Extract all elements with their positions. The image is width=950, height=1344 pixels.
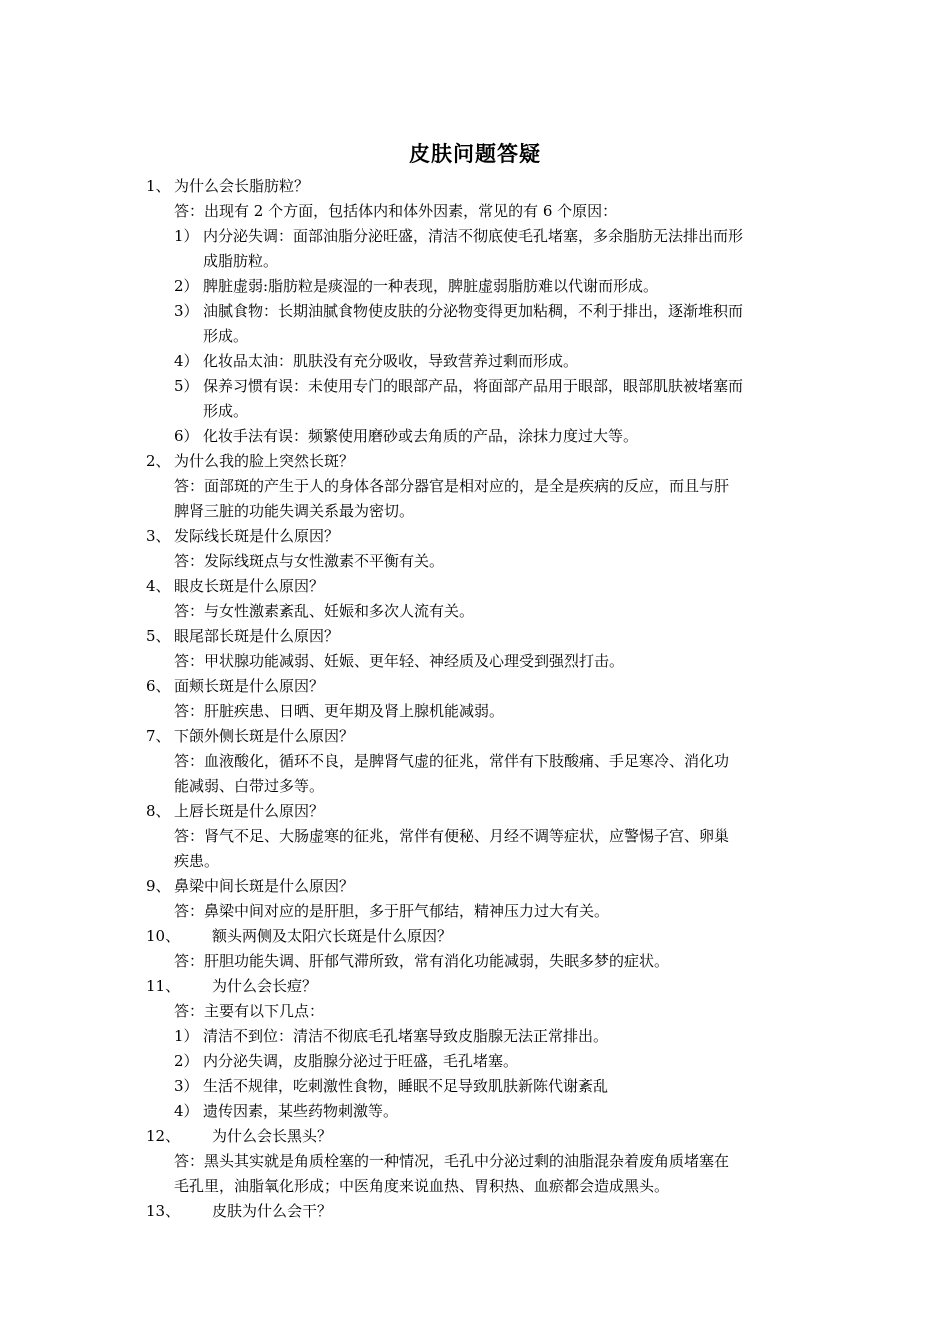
question-10 xyxy=(146,924,452,949)
item-number: 3） xyxy=(174,1077,199,1095)
answer-11-item-4 xyxy=(174,1099,398,1124)
question-3 xyxy=(146,524,339,549)
question-number: 10、 xyxy=(146,927,181,945)
question-number: 8、 xyxy=(146,802,171,820)
question-text: 鼻梁中间长斑是什么原因？ xyxy=(174,877,355,895)
answer-5: 答：甲状腺功能减弱、妊娠、更年轻、神经质及心理受到强烈打击。 xyxy=(174,652,625,670)
question-11 xyxy=(146,974,317,999)
question-text: 面颊长斑是什么原因？ xyxy=(174,677,325,695)
answer-11-item-1 xyxy=(174,1024,608,1049)
question-text: 为什么会长痘？ xyxy=(212,977,318,995)
question-text: 发际线长斑是什么原因？ xyxy=(174,527,340,545)
question-number: 6、 xyxy=(146,677,171,695)
answer-3: 答：发际线斑点与女性激素不平衡有关。 xyxy=(174,552,445,570)
answer-11: 答：主要有以下几点： xyxy=(174,1002,325,1020)
question-9 xyxy=(146,874,354,899)
question-text: 为什么我的脸上突然长斑？ xyxy=(174,452,355,470)
item-number: 4） xyxy=(174,1102,199,1120)
item-text: 生活不规律，吃刺激性食物，睡眠不足导致肌肤新陈代谢紊乱 xyxy=(203,1077,609,1095)
question-2 xyxy=(146,449,354,474)
answer-1-item-3-continued: 形成。 xyxy=(203,327,249,345)
answer-1-item-4 xyxy=(174,349,578,374)
item-number: 2） xyxy=(174,277,199,295)
question-number: 3、 xyxy=(146,527,171,545)
answer-1-item-1-continued: 成脂肪粒。 xyxy=(203,252,279,270)
question-number: 1、 xyxy=(146,177,171,195)
page-title: 皮肤问题答疑 xyxy=(409,142,541,166)
question-7 xyxy=(146,724,354,749)
answer-1: 答：出现有 2 个方面，包括体内和体外因素，常见的有 6 个原因： xyxy=(174,202,618,220)
question-13 xyxy=(146,1199,332,1224)
question-number: 2、 xyxy=(146,452,171,470)
question-number: 7、 xyxy=(146,727,171,745)
item-number: 2） xyxy=(174,1052,199,1070)
answer-12-continued: 毛孔里，油脂氧化形成；中医角度来说血热、胃积热、血瘀都会造成黑头。 xyxy=(174,1177,670,1195)
question-text: 为什么会长黑头？ xyxy=(212,1127,333,1145)
answer-1-item-1 xyxy=(174,224,743,249)
question-8 xyxy=(146,799,324,824)
item-number: 4） xyxy=(174,352,199,370)
answer-1-item-5-continued: 形成。 xyxy=(203,402,249,420)
question-number: 9、 xyxy=(146,877,171,895)
item-text: 清洁不到位：清洁不彻底毛孔堵塞导致皮脂腺无法正常排出。 xyxy=(203,1027,609,1045)
question-number: 13、 xyxy=(146,1202,181,1220)
item-text: 脾脏虚弱:脂肪粒是痰湿的一种表现，脾脏虚弱脂肪难以代谢而形成。 xyxy=(203,277,659,295)
answer-4: 答：与女性激素紊乱、妊娠和多次人流有关。 xyxy=(174,602,475,620)
answer-1-item-2 xyxy=(174,274,658,299)
item-number: 6） xyxy=(174,427,199,445)
answer-2: 答：面部斑的产生于人的身体各部分器官是相对应的，是全是疾病的反应，而且与肝 xyxy=(174,477,730,495)
answer-9: 答：鼻梁中间对应的是肝胆，多于肝气郁结，精神压力过大有关。 xyxy=(174,902,610,920)
answer-11-item-3 xyxy=(174,1074,608,1099)
answer-8-continued: 疾患。 xyxy=(174,852,220,870)
item-text: 化妆品太油：肌肤没有充分吸收，导致营养过剩而形成。 xyxy=(203,352,579,370)
question-text: 上唇长斑是什么原因？ xyxy=(174,802,325,820)
answer-2-continued: 脾肾三脏的功能失调关系最为密切。 xyxy=(174,502,415,520)
answer-11-item-2 xyxy=(174,1049,518,1074)
item-number: 1） xyxy=(174,227,199,245)
question-number: 4、 xyxy=(146,577,171,595)
question-text: 下颌外侧长斑是什么原因？ xyxy=(174,727,355,745)
question-text: 为什么会长脂肪粒？ xyxy=(174,177,310,195)
item-text: 保养习惯有误：未使用专门的眼部产品，将面部产品用于眼部，眼部肌肤被堵塞而 xyxy=(203,377,744,395)
question-number: 11、 xyxy=(146,977,181,995)
question-text: 眼尾部长斑是什么原因？ xyxy=(174,627,340,645)
question-12 xyxy=(146,1124,332,1149)
answer-8: 答：肾气不足、大肠虚寒的征兆，常伴有便秘、月经不调等症状，应警惕子宫、卵巢 xyxy=(174,827,730,845)
answer-1-item-5 xyxy=(174,374,743,399)
answer-7: 答：血液酸化，循环不良，是脾肾气虚的征兆，常伴有下肢酸痛、手足寒冷、消化功 xyxy=(174,752,730,770)
answer-7-continued: 能减弱、白带过多等。 xyxy=(174,777,325,795)
question-text: 皮肤为什么会干？ xyxy=(212,1202,333,1220)
question-text: 眼皮长斑是什么原因？ xyxy=(174,577,325,595)
question-5 xyxy=(146,624,339,649)
item-number: 3） xyxy=(174,302,199,320)
item-text: 化妆手法有误：频繁使用磨砂或去角质的产品，涂抹力度过大等。 xyxy=(203,427,639,445)
question-1 xyxy=(146,174,309,199)
question-number: 5、 xyxy=(146,627,171,645)
answer-12: 答：黑头其实就是角质栓塞的一种情况，毛孔中分泌过剩的油脂混杂着废角质堵塞在 xyxy=(174,1152,730,1170)
question-text: 额头两侧及太阳穴长斑是什么原因？ xyxy=(212,927,453,945)
question-number: 12、 xyxy=(146,1127,181,1145)
item-text: 油腻食物：长期油腻食物使皮肤的分泌物变得更加粘稠，不利于排出，逐渐堆积而 xyxy=(203,302,744,320)
item-text: 内分泌失调：面部油脂分泌旺盛，清洁不彻底使毛孔堵塞，多余脂肪无法排出而形 xyxy=(203,227,744,245)
question-4 xyxy=(146,574,324,599)
item-number: 1） xyxy=(174,1027,199,1045)
question-6 xyxy=(146,674,324,699)
answer-6: 答：肝脏疾患、日晒、更年期及肾上腺机能减弱。 xyxy=(174,702,505,720)
item-number: 5） xyxy=(174,377,199,395)
answer-1-item-6 xyxy=(174,424,638,449)
answer-1-item-3 xyxy=(174,299,743,324)
item-text: 遗传因素，某些药物刺激等。 xyxy=(203,1102,399,1120)
item-text: 内分泌失调，皮脂腺分泌过于旺盛，毛孔堵塞。 xyxy=(203,1052,519,1070)
answer-10: 答：肝胆功能失调、肝郁气滞所致，常有消化功能减弱，失眠多梦的症状。 xyxy=(174,952,670,970)
